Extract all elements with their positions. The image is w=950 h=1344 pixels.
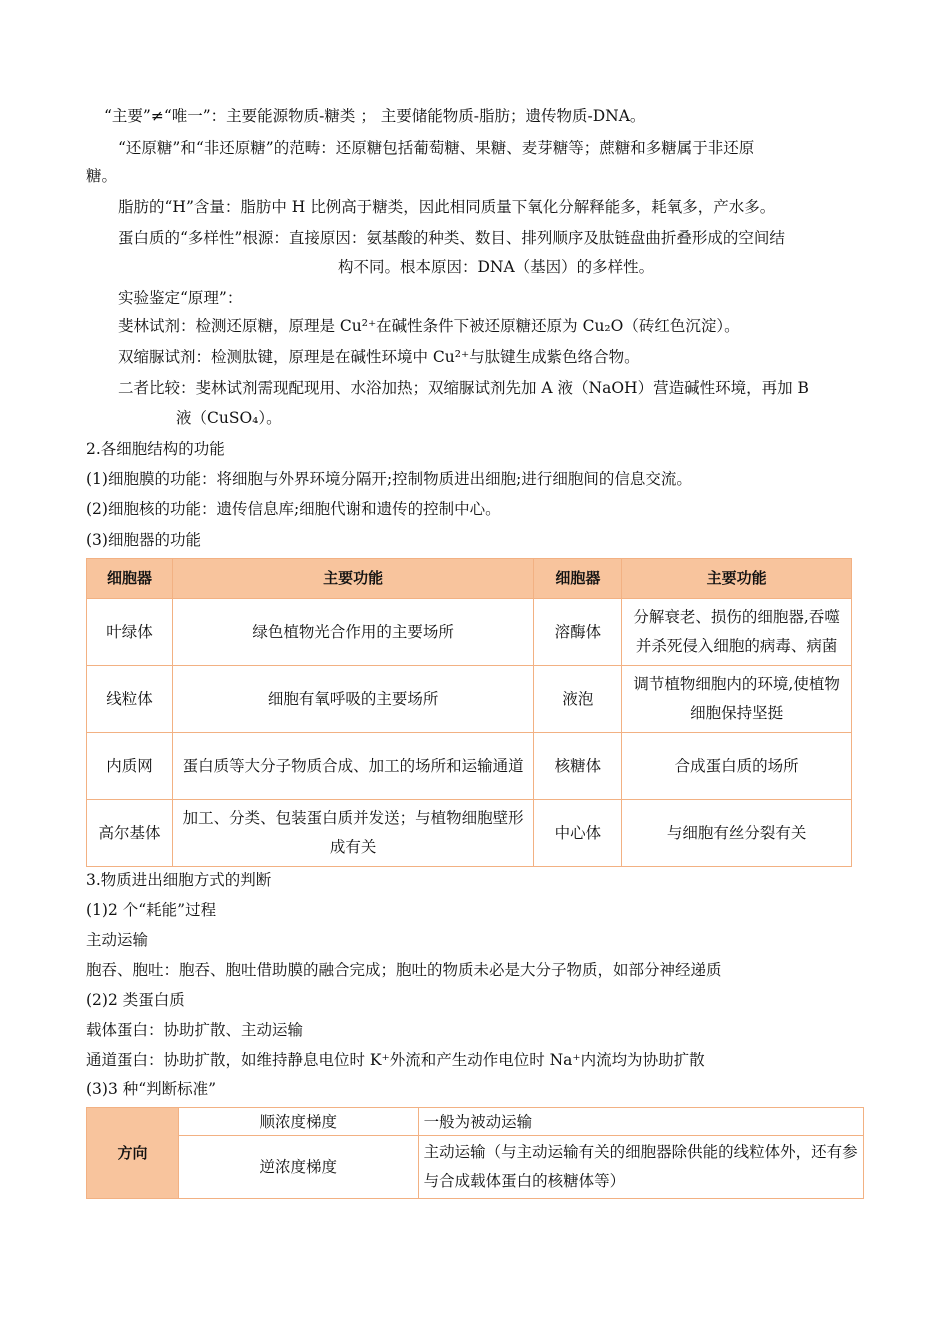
table-row [87, 599, 852, 666]
para-fat-h: 脂肪的“H”含量：脂肪中 H 比例高于糖类，因此相同质量下氧化分解释能多，耗氧多，产水多。 [118, 198, 776, 216]
para-protein-diversity-cont: 构不同。根本原因：DNA（基因）的多样性。 [338, 258, 655, 276]
para-carrier-protein: 载体蛋白：协助扩散、主动运输 [86, 1021, 304, 1039]
table-header: 主要功能 [622, 559, 852, 599]
table-cell: 线粒体 [87, 666, 173, 733]
para-proteins: (2)2 类蛋白质 [86, 991, 185, 1009]
organelle-table [86, 558, 852, 867]
table-header: 细胞器 [87, 559, 173, 599]
para-organelles: (3)细胞器的功能 [86, 531, 201, 549]
table-header-row [87, 559, 852, 599]
para-protein-diversity: 蛋白质的“多样性”根源：直接原因：氨基酸的种类、数目、排列顺序及肽链盘曲折叠形成的空间结 [118, 229, 785, 247]
para-reducing-sugar: “还原糖”和“非还原糖”的范畴：还原糖包括葡萄糖、果糖、麦芽糖等；蔗糖和多糖属于非还原 [118, 139, 755, 157]
para-main-vs-only: “主要”≠“唯一”：主要能源物质-糖类 ； 主要储能物质-脂肪；遗传物质-DNA。 [104, 107, 646, 125]
table-cell: 溶酶体 [534, 599, 622, 666]
table-row [87, 733, 852, 800]
para-comparison-cont: 液（CuSO₄）。 [176, 409, 282, 427]
para-reducing-sugar-cont: 糖。 [86, 167, 118, 185]
heading-transport: 3.物质进出细胞方式的判断 [86, 871, 272, 889]
para-criteria: (3)3 种“判断标准” [86, 1080, 217, 1098]
para-experiment-principle: 实验鉴定“原理”： [118, 289, 243, 307]
table-cell: 细胞有氧呼吸的主要场所 [172, 666, 533, 733]
para-energy-processes: (1)2 个“耗能”过程 [86, 901, 217, 919]
criteria-table [86, 1107, 864, 1199]
table-cell: 逆浓度梯度 [178, 1136, 418, 1199]
direction-label: 方向 [87, 1108, 179, 1199]
table-cell: 液泡 [534, 666, 622, 733]
table-row [87, 666, 852, 733]
table-cell: 蛋白质等大分子物质合成、加工的场所和运输通道 [172, 733, 533, 800]
para-nucleus: (2)细胞核的功能：遗传信息库;细胞代谢和遗传的控制中心。 [86, 500, 501, 518]
table-cell: 加工、分类、包装蛋白质并发送；与植物细胞壁形成有关 [172, 800, 533, 867]
table-cell: 调节植物细胞内的环境,使植物细胞保持坚挺 [622, 666, 852, 733]
table-header: 主要功能 [172, 559, 533, 599]
table-cell: 顺浓度梯度 [178, 1108, 418, 1136]
para-endo-exocytosis: 胞吞、胞吐：胞吞、胞吐借助膜的融合完成；胞吐的物质未必是大分子物质，如部分神经递质 [86, 961, 722, 979]
table-row [87, 1108, 864, 1136]
table-header: 细胞器 [534, 559, 622, 599]
table-cell: 高尔基体 [87, 800, 173, 867]
table-cell: 绿色植物光合作用的主要场所 [172, 599, 533, 666]
table-cell: 分解衰老、损伤的细胞器,吞噬并杀死侵入细胞的病毒、病菌 [622, 599, 852, 666]
table-cell: 中心体 [534, 800, 622, 867]
table-row [87, 1136, 864, 1199]
para-comparison: 二者比较：斐林试剂需现配现用、水浴加热；双缩脲试剂先加 A 液（NaOH）营造碱性环境，再加 B [118, 379, 809, 397]
table-cell: 内质网 [87, 733, 173, 800]
table-cell: 与细胞有丝分裂有关 [622, 800, 852, 867]
heading-cell-structure: 2.各细胞结构的功能 [86, 440, 225, 458]
para-active-transport: 主动运输 [86, 931, 149, 949]
para-biuret: 双缩脲试剂：检测肽键，原理是在碱性环境中 Cu²⁺与肽键生成紫色络合物。 [118, 348, 640, 366]
table-cell: 主动运输（与主动运输有关的细胞器除供能的线粒体外，还有参与合成载体蛋白的核糖体等） [418, 1136, 863, 1199]
para-channel-protein: 通道蛋白：协助扩散，如维持静息电位时 K⁺外流和产生动作电位时 Na⁺内流均为协助扩散 [86, 1051, 705, 1069]
table-row [87, 800, 852, 867]
table-cell: 一般为被动运输 [418, 1108, 863, 1136]
table-cell: 合成蛋白质的场所 [622, 733, 852, 800]
para-membrane: (1)细胞膜的功能：将细胞与外界环境分隔开;控制物质进出细胞;进行细胞间的信息交流。 [86, 470, 692, 488]
table-cell: 核糖体 [534, 733, 622, 800]
table-cell: 叶绿体 [87, 599, 173, 666]
para-fehling: 斐林试剂：检测还原糖，原理是 Cu²⁺在碱性条件下被还原糖还原为 Cu₂O（砖红色沉淀）。 [118, 317, 740, 335]
